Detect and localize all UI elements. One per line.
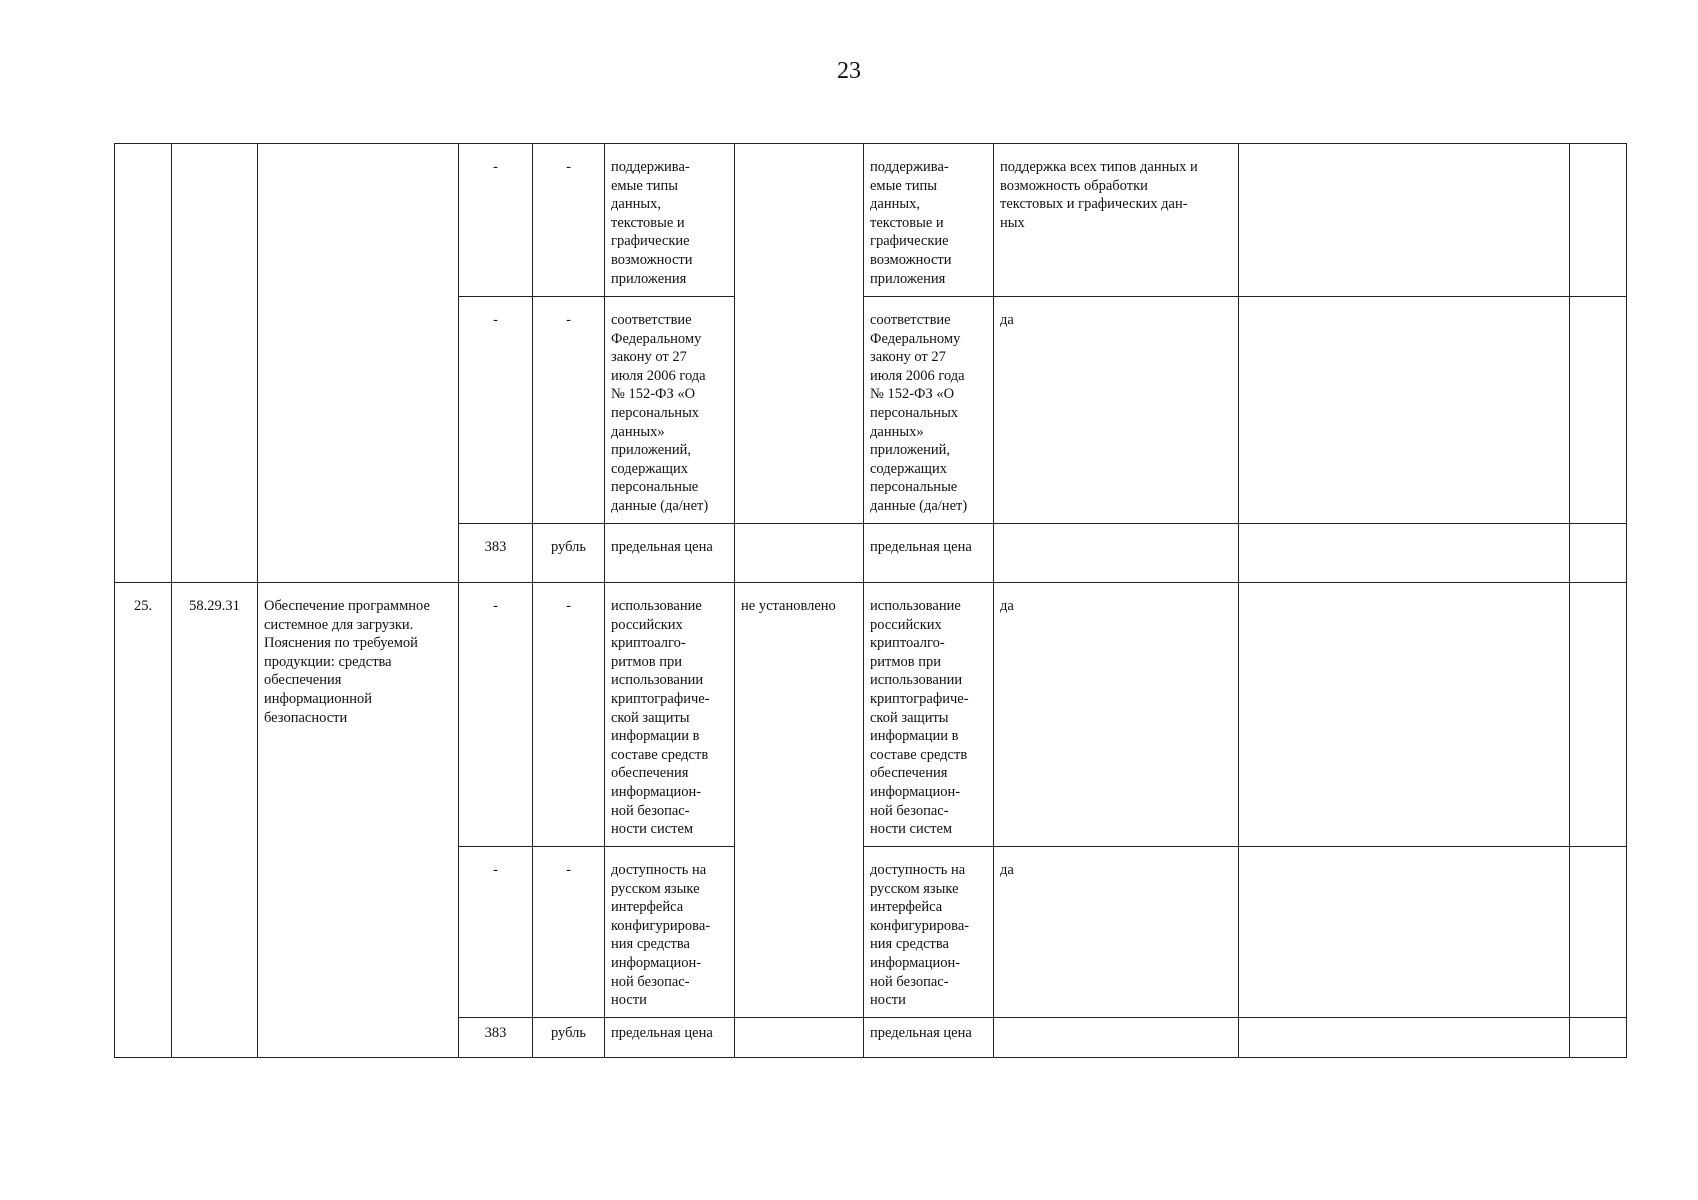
characteristic-cell: поддержива- емые типы данных, текстовые и графические возможности приложения [864, 144, 994, 297]
row-number-cell [115, 144, 172, 583]
okei-code-cell: 383 [459, 1018, 533, 1058]
unit-cell: - [533, 847, 605, 1018]
justification-cell [1239, 583, 1570, 847]
value-cell: да [994, 583, 1239, 847]
justification-cell [1239, 1018, 1570, 1058]
use-case-cell [1570, 297, 1627, 524]
use-case-cell [1570, 583, 1627, 847]
value-cell [735, 144, 864, 524]
product-name-cell: Обеспечение программное системное для загрузки. Пояснения по требуемой продукции: средства обеспечения информационной безопасности [258, 583, 459, 1058]
okpd2-code-cell [172, 144, 258, 583]
characteristic-cell: предельная цена [605, 524, 735, 583]
table-row [115, 144, 1627, 297]
unit-cell: - [533, 144, 605, 297]
justification-cell [1239, 524, 1570, 583]
characteristic-cell: предельная цена [864, 1018, 994, 1058]
unit-cell: - [533, 297, 605, 524]
okei-code-cell: - [459, 144, 533, 297]
characteristic-cell: использование российских криптоалго- ритмов при использовании криптографиче- ской защиты информации в составе средств обеспечения информацион- ной безопас- ности систем [605, 583, 735, 847]
product-name-cell [258, 144, 459, 583]
value-cell: поддержка всех типов данных и возможность обработки текстовых и графических дан- ных [994, 144, 1239, 297]
value-cell [735, 524, 864, 583]
characteristic-cell: доступность на русском языке интерфейса конфигурирова- ния средства информацион- ной безопас- ности [605, 847, 735, 1018]
okei-code-cell: - [459, 583, 533, 847]
unit-cell: рубль [533, 1018, 605, 1058]
okei-code-cell: - [459, 847, 533, 1018]
value-cell: да [994, 297, 1239, 524]
okei-code-cell: - [459, 297, 533, 524]
okpd2-code-cell: 58.29.31 [172, 583, 258, 1058]
okei-code-cell: 383 [459, 524, 533, 583]
table-row [115, 583, 1627, 847]
characteristic-cell: поддержива- емые типы данных, текстовые и графические возможности приложения [605, 144, 735, 297]
use-case-cell [1570, 144, 1627, 297]
value-cell: не установлено [735, 583, 864, 1018]
value-cell [994, 1018, 1239, 1058]
row-number-cell: 25. [115, 583, 172, 1058]
characteristic-cell: предельная цена [605, 1018, 735, 1058]
justification-cell [1239, 297, 1570, 524]
characteristic-cell: предельная цена [864, 524, 994, 583]
unit-cell: рубль [533, 524, 605, 583]
requirements-table [114, 143, 1627, 1058]
page-number: 23 [837, 58, 861, 84]
justification-cell [1239, 144, 1570, 297]
characteristic-cell: использование российских криптоалго- ритмов при использовании криптографиче- ской защиты информации в составе средств обеспечения информацион- ной безопас- ности систем [864, 583, 994, 847]
characteristic-cell: соответствие Федеральному закону от 27 июля 2006 года № 152-ФЗ «О персональных данных» приложений, содержащих персональные данные (да/нет) [605, 297, 735, 524]
value-cell [735, 1018, 864, 1058]
unit-cell: - [533, 583, 605, 847]
use-case-cell [1570, 524, 1627, 583]
characteristic-cell: доступность на русском языке интерфейса конфигурирова- ния средства информацион- ной безопас- ности [864, 847, 994, 1018]
characteristic-cell: соответствие Федеральному закону от 27 июля 2006 года № 152-ФЗ «О персональных данных» приложений, содержащих персональные данные (да/нет) [864, 297, 994, 524]
use-case-cell [1570, 1018, 1627, 1058]
justification-cell [1239, 847, 1570, 1018]
value-cell: да [994, 847, 1239, 1018]
use-case-cell [1570, 847, 1627, 1018]
value-cell [994, 524, 1239, 583]
